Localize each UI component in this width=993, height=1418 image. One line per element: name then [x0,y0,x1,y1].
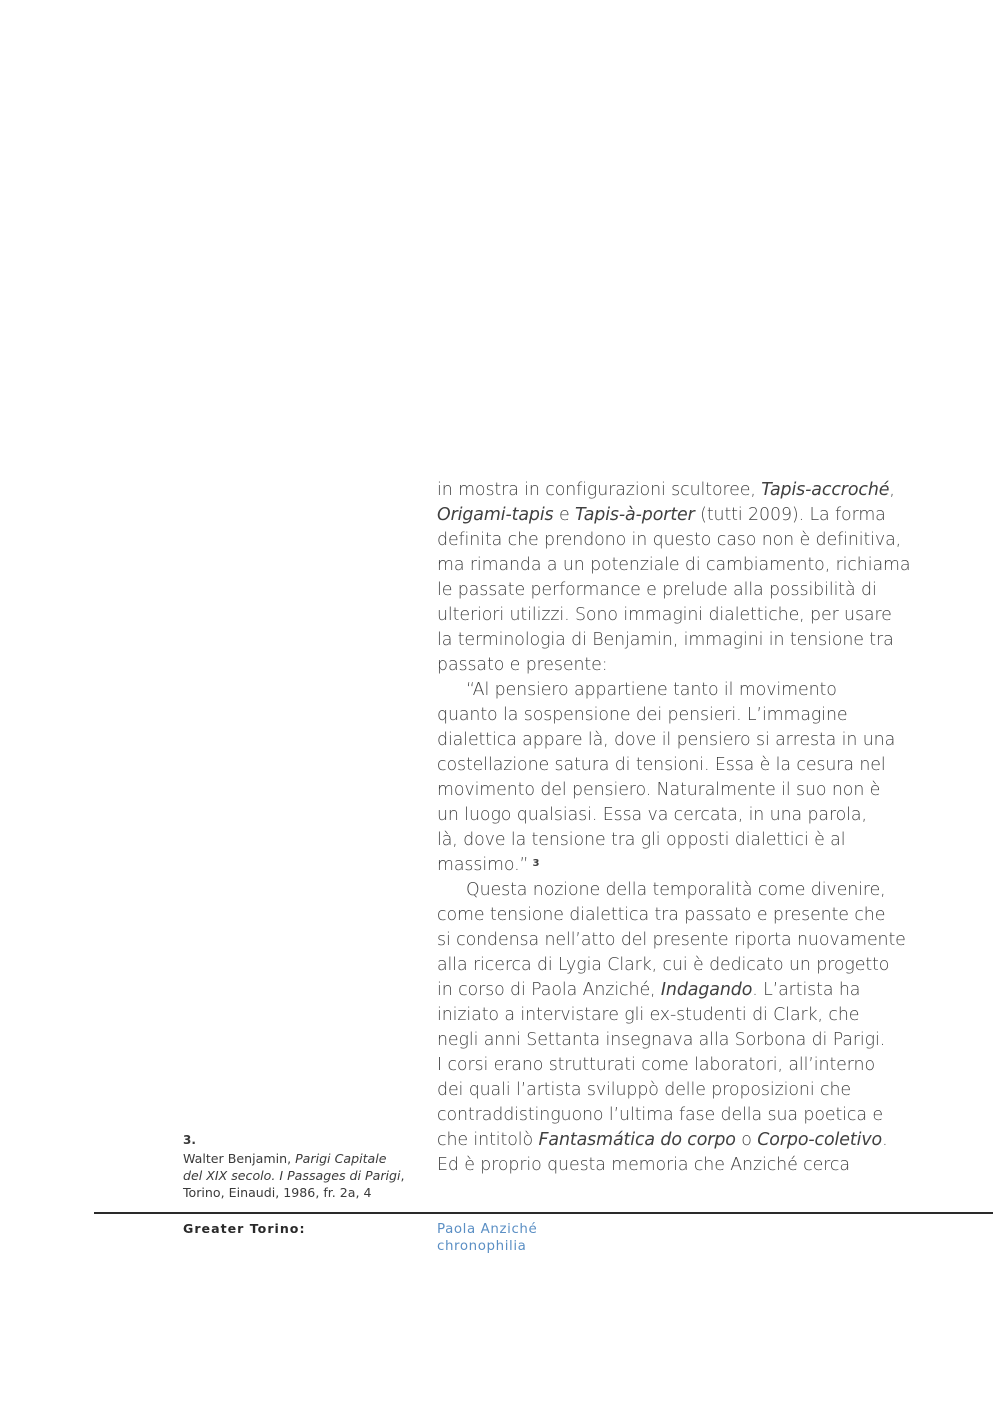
text-run: negli anni Settanta insegnava alla Sorbona di Parigi. [437,1030,886,1050]
text-line [437,978,907,1003]
text-line [437,478,907,503]
text-line [437,828,907,853]
italic-title: Origami-tapis [437,505,554,525]
text-run: dialettica appare là, dove il pensiero si arresta in una [437,730,896,750]
text-run: quanto la sospensione dei pensieri. L’immagine [437,705,848,725]
footnote-line: del XIX secolo. I Passages di Parigi, [183,1168,405,1183]
text-run: “Al pensiero appartiene tanto il movimento [466,680,837,700]
text-line [437,1103,907,1128]
text-run: o [735,1130,758,1150]
text-run: . L’artista ha [752,980,861,1000]
text-line [437,578,907,603]
text-run: ulteriori utilizzi. Sono immagini dialettiche, per usare [437,605,892,625]
text-run: Questa nozione della temporalità come divenire, [466,880,886,900]
text-run: in mostra in configurazioni scultoree, [437,480,762,500]
text-run: che intitolò [437,1130,539,1150]
text-run: I corsi erano strutturati come laboratori, all’interno [437,1055,875,1075]
text-run: , [889,480,895,500]
text-line [437,1003,907,1028]
text-run: un luogo qualsiasi. Essa va cercata, in una parola, [437,805,867,825]
text-run: e [553,505,575,525]
text-line [437,1078,907,1103]
text-line [437,678,907,703]
text-line [437,1128,907,1153]
text-run: (tutti 2009). La forma [694,505,886,525]
text-run: massimo.” [437,855,529,875]
text-line [437,628,907,653]
text-run: si condensa nell’atto del presente riporta nuovamente [437,930,906,950]
footnote-reference[interactable]: 3 [532,858,540,869]
text-line [437,753,907,778]
text-line [437,928,907,953]
text-line [437,503,907,528]
text-line [437,1153,907,1178]
footnote-line: Torino, Einaudi, 1986, fr. 2a, 4 [183,1185,372,1200]
text-run: là, dove la tensione tra gli opposti dialettici è al [437,830,846,850]
text-run: le passate performance e prelude alla possibilità di [437,580,877,600]
text-run: costellazione satura di tensioni. Essa è la cesura nel [437,755,886,775]
text-run: la terminologia di Benjamin, immagini in tensione tra [437,630,894,650]
italic-title: Tapis-accroché [761,480,890,500]
text-line [437,653,907,678]
text-run: ma rimanda a un potenziale di cambiamento, richiama [437,555,911,575]
text-run: alla ricerca di Lygia Clark, cui è dedicato un progetto [437,955,890,975]
text-run: passato e presente: [437,655,608,675]
text-line [437,1053,907,1078]
footer-section-label: Greater Torino: [183,1221,306,1236]
text-run: . [882,1130,888,1150]
text-line [437,1028,907,1053]
text-line [437,703,907,728]
text-line [437,528,907,553]
italic-title: Indagando [660,980,753,1000]
text-run: contraddistinguono l’ultima fase della sua poetica e [437,1105,883,1125]
italic-title: Tapis-à-porter [575,505,695,525]
text-line [437,953,907,978]
italic-title: Fantasmática do corpo [538,1130,736,1150]
footnote-number: 3. [183,1133,196,1147]
text-line [437,903,907,928]
text-run: movimento del pensiero. Naturalmente il suo non è [437,780,881,800]
italic-title: Corpo-coletivo [757,1130,883,1150]
text-line [437,778,907,803]
text-run: Ed è proprio questa memoria che Anziché cerca [437,1155,850,1175]
text-run: come tensione dialettica tra passato e presente che [437,905,886,925]
footer-divider [94,1212,993,1214]
text-line [437,803,907,828]
footer-running-title [437,1221,537,1255]
text-run: in corso di Paola Anziché, [437,980,661,1000]
text-line [437,878,907,903]
footnote-line: Walter Benjamin, Parigi Capitale [183,1151,387,1166]
body-text [437,478,911,1178]
text-line [437,728,907,753]
text-line [437,553,911,578]
text-run: iniziato a intervistare gli ex-studenti di Clark, che [437,1005,860,1025]
text-line [437,853,907,878]
text-line [437,603,907,628]
footnote [183,1132,428,1201]
text-run: dei quali l’artista sviluppò delle proposizioni che [437,1080,851,1100]
footer-author: Paola Anziché [437,1222,538,1237]
text-run: definita che prendono in questo caso non è definitiva, [437,530,902,550]
footer-title: chronophilia [437,1239,527,1254]
